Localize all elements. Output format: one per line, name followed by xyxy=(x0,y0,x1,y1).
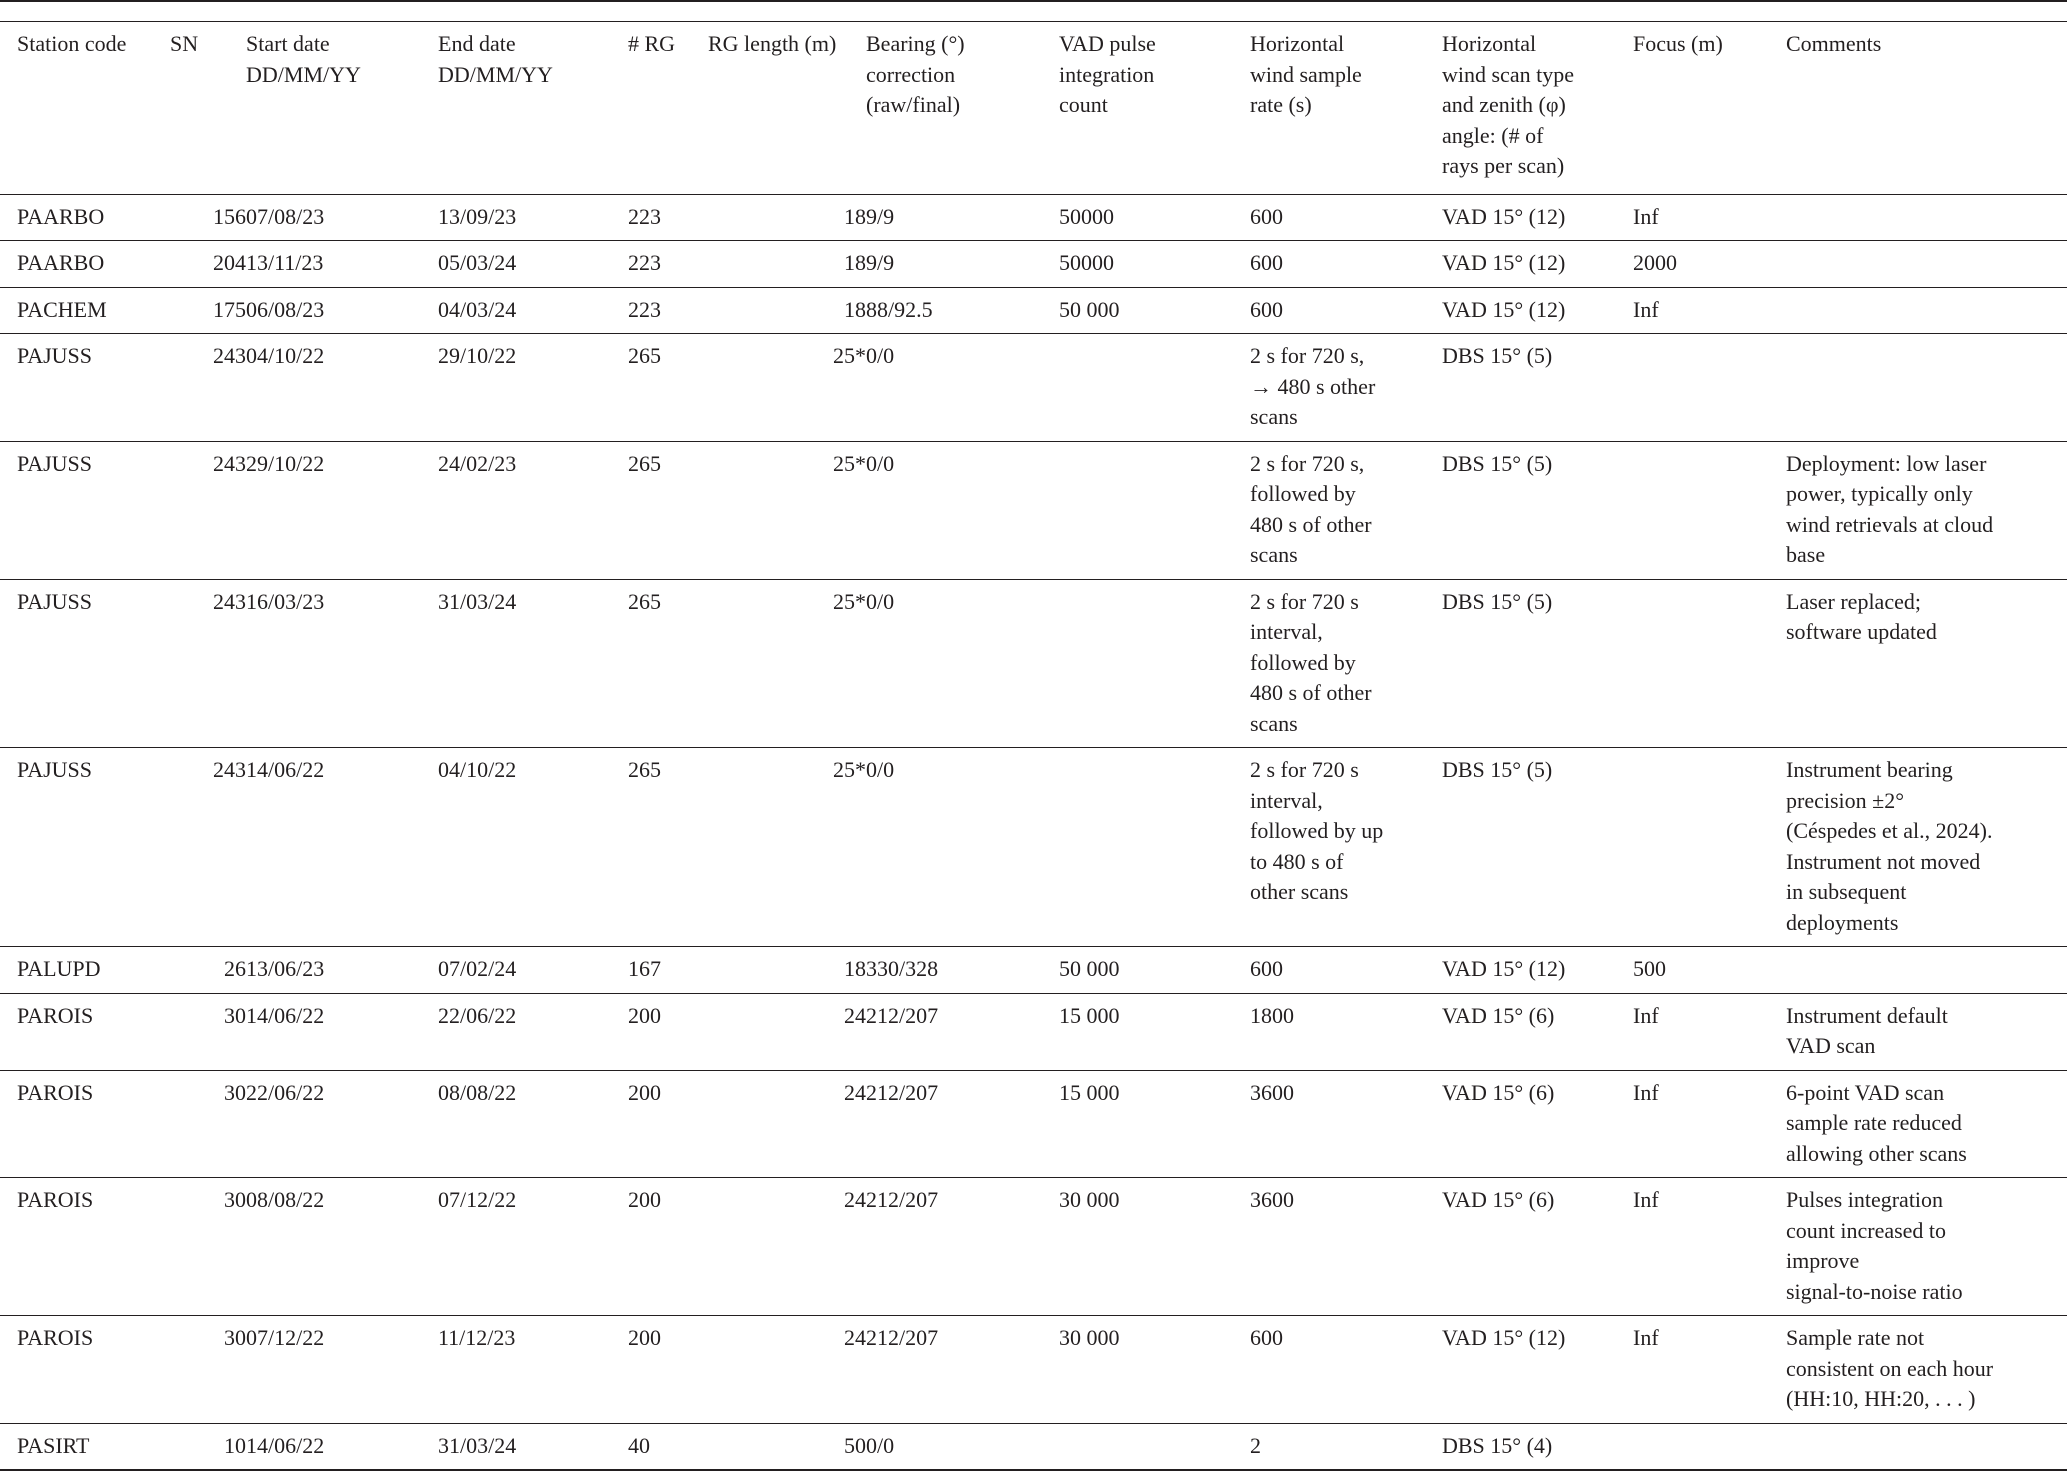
station-code-cell: PAARBO xyxy=(0,194,170,241)
station-code-cell: PAROIS xyxy=(0,993,170,1070)
table-row xyxy=(0,1178,2067,1316)
header-row xyxy=(0,22,2067,195)
bearing-correction-cell: 212/207 xyxy=(866,1316,1059,1424)
sn-cell: 30 xyxy=(170,1178,246,1316)
station-code-cell: PASIRT xyxy=(0,1423,170,1470)
comments-cell: Instrument default VAD scan xyxy=(1786,993,2067,1070)
focus-cell xyxy=(1633,579,1786,748)
wind-sample-rate-cell: 3600 xyxy=(1250,1178,1442,1316)
comments-cell: 6-point VAD scan sample rate reduced allowing other scans xyxy=(1786,1070,2067,1178)
start-date-cell: 07/12/22 xyxy=(246,1316,438,1424)
focus-cell xyxy=(1633,334,1786,442)
focus-cell: Inf xyxy=(1633,1316,1786,1424)
sn-cell: 10 xyxy=(170,1423,246,1470)
focus-cell xyxy=(1633,441,1786,579)
focus-cell xyxy=(1633,1423,1786,1470)
header-station-code: Station code xyxy=(0,22,170,195)
station-code-cell: PAJUSS xyxy=(0,334,170,442)
station-code-cell: PAARBO xyxy=(0,241,170,288)
range-gates-cell: 223 xyxy=(628,241,708,288)
range-gates-cell: 265 xyxy=(628,441,708,579)
wind-scan-type-cell: VAD 15° (12) xyxy=(1442,194,1633,241)
wind-scan-type-cell: VAD 15° (12) xyxy=(1442,241,1633,288)
focus-cell: 2000 xyxy=(1633,241,1786,288)
wind-sample-rate-cell: 600 xyxy=(1250,241,1442,288)
wind-sample-rate-cell: 2 s for 720 s, followed by 480 s of other scans xyxy=(1250,441,1442,579)
start-date-cell: 06/08/23 xyxy=(246,287,438,334)
end-date-cell: 29/10/22 xyxy=(438,334,628,442)
range-gates-cell: 223 xyxy=(628,287,708,334)
sn-cell: 30 xyxy=(170,993,246,1070)
rg-length-cell: 25* xyxy=(708,334,866,442)
end-date-cell: 08/08/22 xyxy=(438,1070,628,1178)
bearing-correction-cell: 212/207 xyxy=(866,1178,1059,1316)
start-date-cell: 29/10/22 xyxy=(246,441,438,579)
wind-scan-type-cell: VAD 15° (12) xyxy=(1442,947,1633,994)
bearing-correction-cell: 88/92.5 xyxy=(866,287,1059,334)
start-date-cell: 14/06/22 xyxy=(246,1423,438,1470)
bearing-correction-cell: 212/207 xyxy=(866,1070,1059,1178)
header-wind-sample-rate: Horizontal wind sample rate (s) xyxy=(1250,22,1442,195)
range-gates-cell: 40 xyxy=(628,1423,708,1470)
end-date-cell: 31/03/24 xyxy=(438,579,628,748)
range-gates-cell: 200 xyxy=(628,1316,708,1424)
comments-cell xyxy=(1786,947,2067,994)
sn-cell: 243 xyxy=(170,748,246,947)
header-vad-pulse-count: VAD pulse integration count xyxy=(1059,22,1250,195)
station-code-cell: PAJUSS xyxy=(0,748,170,947)
comments-cell: Pulses integration count increased to improve signal-to-noise ratio xyxy=(1786,1178,2067,1316)
header-wind-scan-type: Horizontal wind scan type and zenith (φ) angle: (# of rays per scan) xyxy=(1442,22,1633,195)
vad-pulse-count-cell xyxy=(1059,334,1250,442)
station-code-cell: PACHEM xyxy=(0,287,170,334)
vad-pulse-count-cell: 50000 xyxy=(1059,194,1250,241)
sn-cell: 204 xyxy=(170,241,246,288)
wind-sample-rate-cell: 600 xyxy=(1250,947,1442,994)
end-date-cell: 11/12/23 xyxy=(438,1316,628,1424)
focus-cell: Inf xyxy=(1633,1070,1786,1178)
vad-pulse-count-cell: 15 000 xyxy=(1059,1070,1250,1178)
vad-pulse-count-cell: 30 000 xyxy=(1059,1316,1250,1424)
range-gates-cell: 223 xyxy=(628,194,708,241)
range-gates-cell: 265 xyxy=(628,334,708,442)
header-sn: SN xyxy=(170,22,246,195)
wind-scan-type-cell: VAD 15° (12) xyxy=(1442,1316,1633,1424)
comments-cell xyxy=(1786,1423,2067,1470)
range-gates-cell: 167 xyxy=(628,947,708,994)
start-date-cell: 14/06/22 xyxy=(246,748,438,947)
bearing-correction-cell: 0/0 xyxy=(866,1423,1059,1470)
station-code-cell: PAROIS xyxy=(0,1178,170,1316)
station-code-cell: PAROIS xyxy=(0,1316,170,1424)
comments-cell: Laser replaced; software updated xyxy=(1786,579,2067,748)
top-rule xyxy=(0,1,2067,22)
start-date-cell: 04/10/22 xyxy=(246,334,438,442)
header-comments: Comments xyxy=(1786,22,2067,195)
bearing-correction-cell: 0/0 xyxy=(866,441,1059,579)
wind-scan-type-cell: DBS 15° (5) xyxy=(1442,748,1633,947)
header-range-gates: # RG xyxy=(628,22,708,195)
rg-length-cell: 25* xyxy=(708,748,866,947)
start-date-cell: 07/08/23 xyxy=(246,194,438,241)
table-row xyxy=(0,1423,2067,1470)
table-row xyxy=(0,947,2067,994)
table-body xyxy=(0,194,2067,1470)
wind-scan-type-cell: VAD 15° (6) xyxy=(1442,1178,1633,1316)
vad-pulse-count-cell xyxy=(1059,441,1250,579)
sn-cell: 243 xyxy=(170,334,246,442)
end-date-cell: 13/09/23 xyxy=(438,194,628,241)
rg-length-cell: 18 xyxy=(708,287,866,334)
sn-cell: 243 xyxy=(170,441,246,579)
header-focus: Focus (m) xyxy=(1633,22,1786,195)
table-header xyxy=(0,1,2067,194)
bearing-correction-cell: 0/0 xyxy=(866,748,1059,947)
start-date-cell: 16/03/23 xyxy=(246,579,438,748)
wind-scan-type-cell: VAD 15° (12) xyxy=(1442,287,1633,334)
sn-cell: 156 xyxy=(170,194,246,241)
vad-pulse-count-cell: 30 000 xyxy=(1059,1178,1250,1316)
range-gates-cell: 200 xyxy=(628,993,708,1070)
rg-length-cell: 24 xyxy=(708,1070,866,1178)
wind-scan-type-cell: DBS 15° (5) xyxy=(1442,441,1633,579)
start-date-cell: 13/06/23 xyxy=(246,947,438,994)
wind-scan-type-cell: DBS 15° (5) xyxy=(1442,334,1633,442)
rg-length-cell: 24 xyxy=(708,993,866,1070)
range-gates-cell: 265 xyxy=(628,748,708,947)
station-code-cell: PALUPD xyxy=(0,947,170,994)
vad-pulse-count-cell: 50000 xyxy=(1059,241,1250,288)
table-row xyxy=(0,441,2067,579)
wind-sample-rate-cell: 2 s for 720 s interval, followed by up to 480 s of other scans xyxy=(1250,748,1442,947)
rg-length-cell: 18 xyxy=(708,194,866,241)
focus-cell: Inf xyxy=(1633,993,1786,1070)
top-rule-cell xyxy=(0,1,2067,22)
rg-length-cell: 50 xyxy=(708,1423,866,1470)
table-row xyxy=(0,334,2067,442)
end-date-cell: 24/02/23 xyxy=(438,441,628,579)
table-row xyxy=(0,579,2067,748)
bearing-correction-cell: 9/9 xyxy=(866,194,1059,241)
table-row xyxy=(0,241,2067,288)
wind-sample-rate-cell: 2 s for 720 s, → 480 s other scans xyxy=(1250,334,1442,442)
focus-cell: Inf xyxy=(1633,1178,1786,1316)
end-date-cell: 07/02/24 xyxy=(438,947,628,994)
table-row xyxy=(0,194,2067,241)
wind-sample-rate-cell: 1800 xyxy=(1250,993,1442,1070)
vad-pulse-count-cell xyxy=(1059,1423,1250,1470)
wind-sample-rate-cell: 600 xyxy=(1250,1316,1442,1424)
sn-cell: 30 xyxy=(170,1316,246,1424)
end-date-cell: 22/06/22 xyxy=(438,993,628,1070)
wind-sample-rate-cell: 600 xyxy=(1250,194,1442,241)
header-bearing-correction: Bearing (°) correction (raw/final) xyxy=(866,22,1059,195)
rg-length-cell: 25* xyxy=(708,441,866,579)
end-date-cell: 07/12/22 xyxy=(438,1178,628,1316)
vad-pulse-count-cell: 50 000 xyxy=(1059,947,1250,994)
vad-pulse-count-cell: 50 000 xyxy=(1059,287,1250,334)
rg-length-cell: 25* xyxy=(708,579,866,748)
start-date-cell: 08/08/22 xyxy=(246,1178,438,1316)
wind-scan-type-cell: VAD 15° (6) xyxy=(1442,1070,1633,1178)
end-date-cell: 31/03/24 xyxy=(438,1423,628,1470)
rg-length-cell: 18 xyxy=(708,241,866,288)
comments-cell: Instrument bearing precision ±2° (Céspedes et al., 2024). Instrument not moved in subsequent deployments xyxy=(1786,748,2067,947)
bearing-correction-cell: 0/0 xyxy=(866,334,1059,442)
vad-pulse-count-cell xyxy=(1059,748,1250,947)
wind-scan-type-cell: VAD 15° (6) xyxy=(1442,993,1633,1070)
bearing-correction-cell: 0/0 xyxy=(866,579,1059,748)
start-date-cell: 14/06/22 xyxy=(246,993,438,1070)
focus-cell: Inf xyxy=(1633,194,1786,241)
sn-cell: 30 xyxy=(170,1070,246,1178)
rg-length-cell: 18 xyxy=(708,947,866,994)
start-date-cell: 22/06/22 xyxy=(246,1070,438,1178)
station-code-cell: PAJUSS xyxy=(0,579,170,748)
bearing-correction-cell: 330/328 xyxy=(866,947,1059,994)
focus-cell: Inf xyxy=(1633,287,1786,334)
station-code-cell: PAJUSS xyxy=(0,441,170,579)
focus-cell: 500 xyxy=(1633,947,1786,994)
bearing-correction-cell: 212/207 xyxy=(866,993,1059,1070)
focus-cell xyxy=(1633,748,1786,947)
wind-sample-rate-cell: 3600 xyxy=(1250,1070,1442,1178)
start-date-cell: 13/11/23 xyxy=(246,241,438,288)
rg-length-cell: 24 xyxy=(708,1178,866,1316)
comments-cell xyxy=(1786,287,2067,334)
sn-cell: 26 xyxy=(170,947,246,994)
comments-cell xyxy=(1786,194,2067,241)
station-code-cell: PAROIS xyxy=(0,1070,170,1178)
wind-sample-rate-cell: 600 xyxy=(1250,287,1442,334)
range-gates-cell: 200 xyxy=(628,1070,708,1178)
end-date-cell: 05/03/24 xyxy=(438,241,628,288)
table-row xyxy=(0,748,2067,947)
rg-length-cell: 24 xyxy=(708,1316,866,1424)
table-row xyxy=(0,287,2067,334)
wind-sample-rate-cell: 2 s for 720 s interval, followed by 480 s of other scans xyxy=(1250,579,1442,748)
comments-cell xyxy=(1786,334,2067,442)
table-row xyxy=(0,993,2067,1070)
header-start-date: Start date DD/MM/YY xyxy=(246,22,438,195)
table-row xyxy=(0,1070,2067,1178)
comments-cell: Sample rate not consistent on each hour (HH:10, HH:20, . . . ) xyxy=(1786,1316,2067,1424)
range-gates-cell: 200 xyxy=(628,1178,708,1316)
comments-cell: Deployment: low laser power, typically only wind retrievals at cloud base xyxy=(1786,441,2067,579)
end-date-cell: 04/10/22 xyxy=(438,748,628,947)
table-row xyxy=(0,1316,2067,1424)
sn-cell: 175 xyxy=(170,287,246,334)
wind-scan-type-cell: DBS 15° (4) xyxy=(1442,1423,1633,1470)
bearing-correction-cell: 9/9 xyxy=(866,241,1059,288)
header-rg-length: RG length (m) xyxy=(708,22,866,195)
wind-scan-type-cell: DBS 15° (5) xyxy=(1442,579,1633,748)
comments-cell xyxy=(1786,241,2067,288)
sn-cell: 243 xyxy=(170,579,246,748)
header-end-date: End date DD/MM/YY xyxy=(438,22,628,195)
vad-pulse-count-cell xyxy=(1059,579,1250,748)
range-gates-cell: 265 xyxy=(628,579,708,748)
wind-sample-rate-cell: 2 xyxy=(1250,1423,1442,1470)
end-date-cell: 04/03/24 xyxy=(438,287,628,334)
vad-pulse-count-cell: 15 000 xyxy=(1059,993,1250,1070)
